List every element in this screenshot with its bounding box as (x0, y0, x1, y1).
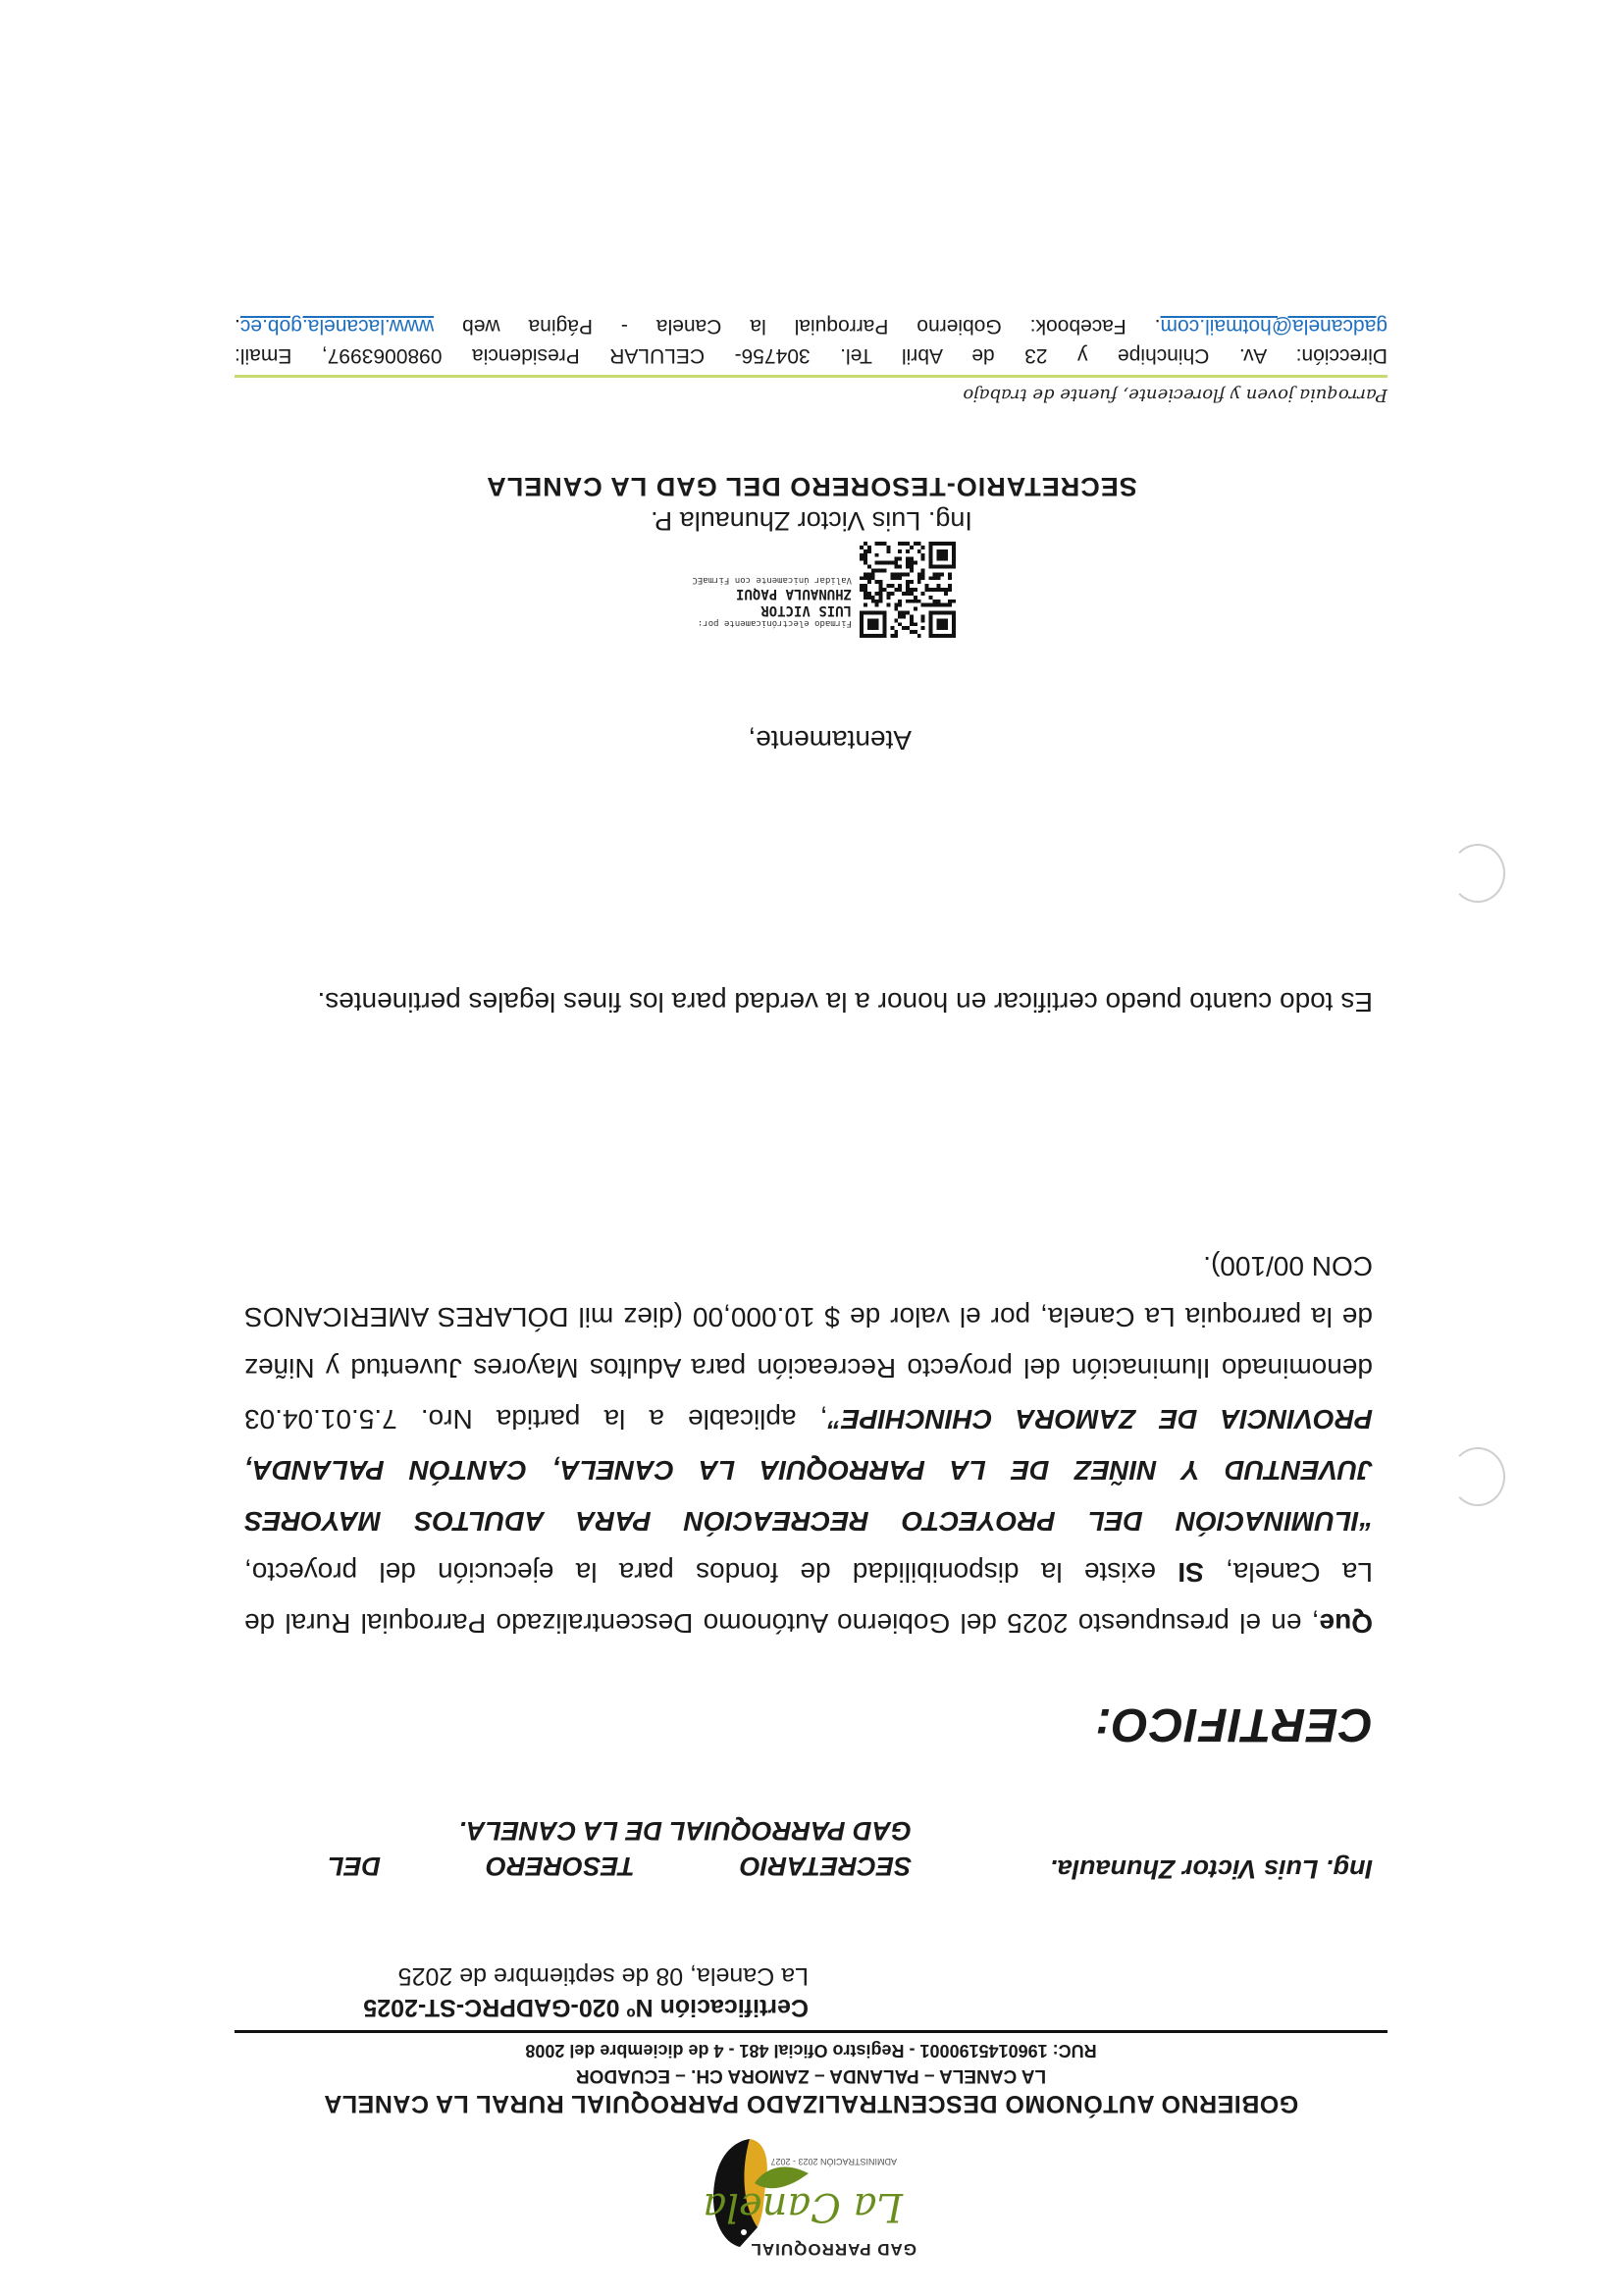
footer-slogan: Parroquia joven y floreciente, fuente de trabajo (963, 385, 1387, 405)
recipient-name: Ing. Luis Victor Zhunaula. (1049, 1854, 1373, 1884)
header-divider (235, 2030, 1387, 2033)
body-part1: , en el presupuesto 2025 del Gobierno Autónomo Descentralizado Parroquial Rural de La Canela, (244, 1557, 1373, 1639)
logo-label: GAD PARROQUIAL (750, 2240, 916, 2259)
body-part2: existe la disponibilidad de fondos para la ejecución del proyecto, (244, 1557, 1178, 1588)
recipient-title-word1: SECRETARIO (739, 1852, 912, 1881)
validate-label: Validar únicamente con FirmaEC (692, 575, 852, 585)
footer-facebook: . Facebook: Gobierno Parroquial la Canela - Página web (434, 315, 1161, 338)
institution-ruc: RUC: 1960145190001 - Registro Oficial 481 - 4 de diciembre del 2008 (525, 2041, 1097, 2061)
gad-logo (701, 2134, 966, 2267)
institution-location: LA CANELA – PALANDA – ZAMORA CH. – ECUADOR (575, 2065, 1047, 2086)
electronic-signature (606, 575, 852, 628)
recipient-title-line2: GAD PARROQUIAL DE LA CANELA. (458, 1816, 912, 1846)
certificate-date: La Canela, 08 de septiembre de 2025 (397, 1962, 809, 1990)
body-part3: , aplicable a la partida Nro. 7.5.01.04.03 denominado Iluminación del proyecto Recreación para Adultos Mayores Juventud y Niñez de la parroquia La Canela, por el valor de $ 10.000,00 (diez mil DÓLARES AMERICANOS CON 00/100). (244, 1251, 1373, 1435)
footer-email-link[interactable]: gadcanela@hotmail.com (1160, 315, 1387, 338)
signer-name: Ing. Luis Victor Zhunaula P. (651, 506, 972, 536)
body-project-name: “ILUMINACIÓN DEL PROYECTO RECREACIÓN PARA ADULTOS MAYORES JUVENTUD Y NIÑEZ DE LA PARROQUIA LA CANELA, CANTÓN PALANDA, PROVINCIA DE ZAMORA CHINCHIPE” (244, 1404, 1373, 1537)
institution-title: GOBIERNO AUTÓNOMO DESCENTRALIZADO PARROQUIAL RURAL LA CANELA (323, 2090, 1299, 2117)
footer-end: . (235, 315, 240, 338)
signer-line1: LUIS VICTOR (760, 602, 852, 618)
recipient-title-word3: DEL (328, 1852, 382, 1881)
recipient-title (328, 1813, 912, 1884)
logo-admin: ADMINISTRACIÓN 2023 - 2027 (770, 2157, 897, 2166)
footer-address: Dirección: Av. Chinchipe y 23 de Abril Tel. 304756- CELULAR Presidencia 0980063997, Email: (235, 344, 1387, 367)
closing-text: Es todo cuanto puedo certificar en honor a la verdad para los fines legales pertinentes. (317, 987, 1373, 1018)
punch-hole (1450, 1447, 1505, 1506)
body-si: SI (1178, 1557, 1204, 1588)
body-paragraph (244, 1240, 1373, 1648)
signed-by-label: Firmado electrónicamente por: (697, 618, 852, 628)
footer-divider (235, 375, 1387, 378)
footer-contact (235, 314, 1387, 338)
recipient-title-word2: TESORERO (486, 1852, 635, 1881)
logo-script: La Canela (703, 2184, 903, 2229)
footer-web-link[interactable]: www.lacanela.gob.ec (239, 315, 435, 338)
body-que: Que (1319, 1608, 1373, 1639)
signer-line2: ZHUNAULA PAQUI (735, 586, 852, 601)
certifico-heading: CERTIFICO: (1094, 1698, 1373, 1750)
signer-role: SECRETARIO-TESORERO DEL GAD LA CANELA (486, 472, 1137, 501)
qr-code-icon (860, 542, 956, 638)
certificate-body (244, 1240, 1373, 1648)
certificate-number: Certificación Nº 020-GADPRC-ST-2025 (363, 1994, 809, 2021)
punch-hole (1450, 844, 1505, 903)
sign-off: Atentamente, (748, 725, 912, 756)
